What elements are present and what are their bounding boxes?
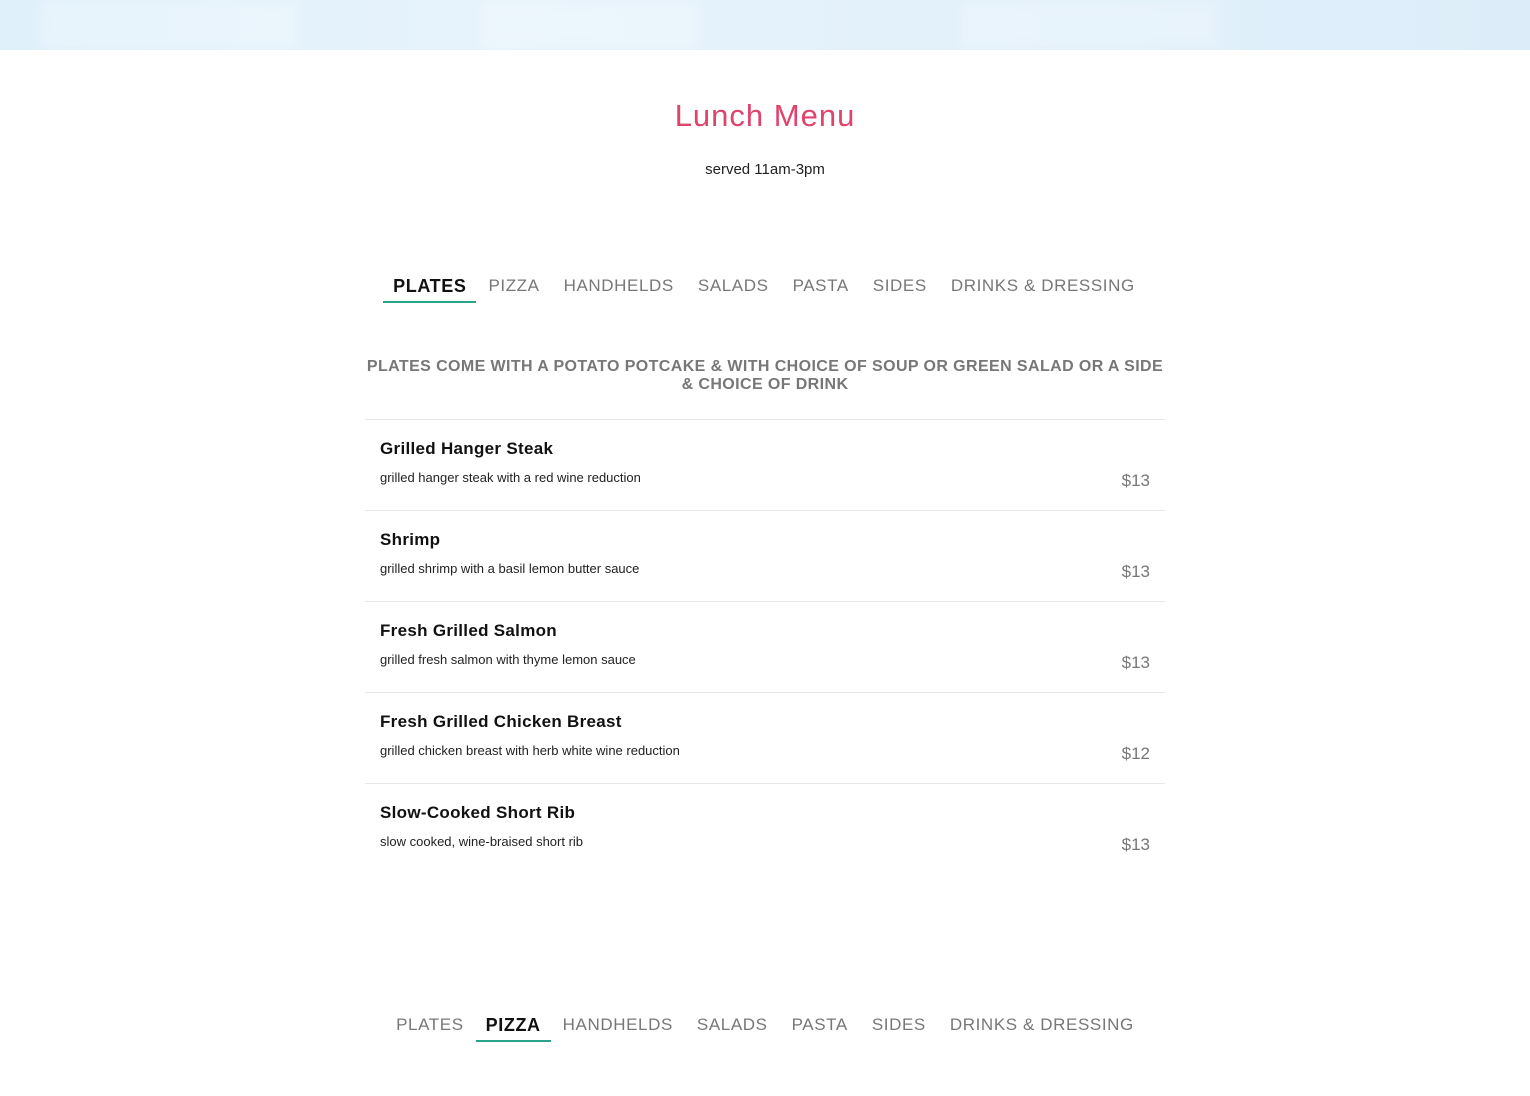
menu-item [365, 784, 1165, 875]
plates-list [365, 419, 1165, 875]
banner-blur-shape [480, 0, 700, 50]
category-tabs-top [0, 275, 1530, 303]
tab-salads[interactable]: SALADS [696, 1015, 768, 1034]
menu-item [365, 693, 1165, 784]
page-subtitle: served 11am-3pm [705, 161, 825, 178]
menu-item [365, 420, 1165, 511]
tab-handhelds[interactable]: HANDHELDS [562, 1015, 673, 1034]
page-title: Lunch Menu [674, 98, 856, 133]
banner-blur-shape [40, 0, 300, 50]
menu-item-name: Fresh Grilled Chicken Breast [380, 712, 622, 731]
top-banner [0, 0, 1530, 50]
category-tabs-bottom [0, 1014, 1530, 1042]
banner-blur-shape [960, 0, 1220, 50]
tab-handhelds[interactable]: HANDHELDS [563, 276, 674, 295]
menu-item-description: grilled fresh salmon with thyme lemon sauce [380, 652, 636, 667]
tab-plates[interactable]: PLATES [396, 1015, 464, 1034]
menu-item-name: Shrimp [380, 530, 441, 549]
tab-sides[interactable]: SIDES [872, 276, 927, 295]
menu-item [365, 602, 1165, 693]
tab-salads[interactable]: SALADS [697, 276, 769, 295]
tab-drinks-dressing[interactable]: DRINKS & DRESSING [950, 276, 1135, 295]
tab-pizza[interactable]: PIZZA [476, 1014, 551, 1042]
tab-pasta[interactable]: PASTA [791, 1015, 848, 1034]
menu-item-price: $13 [1121, 653, 1150, 672]
menu-item-description: grilled shrimp with a basil lemon butter sauce [380, 561, 640, 576]
menu-item-name: Fresh Grilled Salmon [380, 621, 557, 640]
menu-item-name: Slow-Cooked Short Rib [380, 803, 576, 822]
menu-item-price: $13 [1121, 562, 1150, 581]
menu-item-description: grilled chicken breast with herb white wine reduction [380, 743, 680, 758]
tab-drinks-dressing[interactable]: DRINKS & DRESSING [949, 1015, 1134, 1034]
tab-sides[interactable]: SIDES [871, 1015, 926, 1034]
tab-pizza[interactable]: PIZZA [488, 276, 540, 295]
menu-item-description: grilled hanger steak with a red wine reduction [380, 470, 641, 485]
plates-note: PLATES COME WITH A POTATO POTCAKE & WITH CHOICE OF SOUP OR GREEN SALAD OR A SIDE & CHOICE OF DRINK [366, 358, 1164, 393]
menu-item-price: $12 [1121, 744, 1150, 763]
menu-item-price: $13 [1121, 835, 1150, 854]
menu-item-price: $13 [1121, 471, 1150, 490]
tab-pasta[interactable]: PASTA [792, 276, 849, 295]
menu-item [365, 511, 1165, 602]
menu-item-name: Grilled Hanger Steak [380, 439, 554, 458]
tab-plates[interactable]: PLATES [383, 275, 476, 303]
menu-item-description: slow cooked, wine-braised short rib [380, 834, 584, 849]
